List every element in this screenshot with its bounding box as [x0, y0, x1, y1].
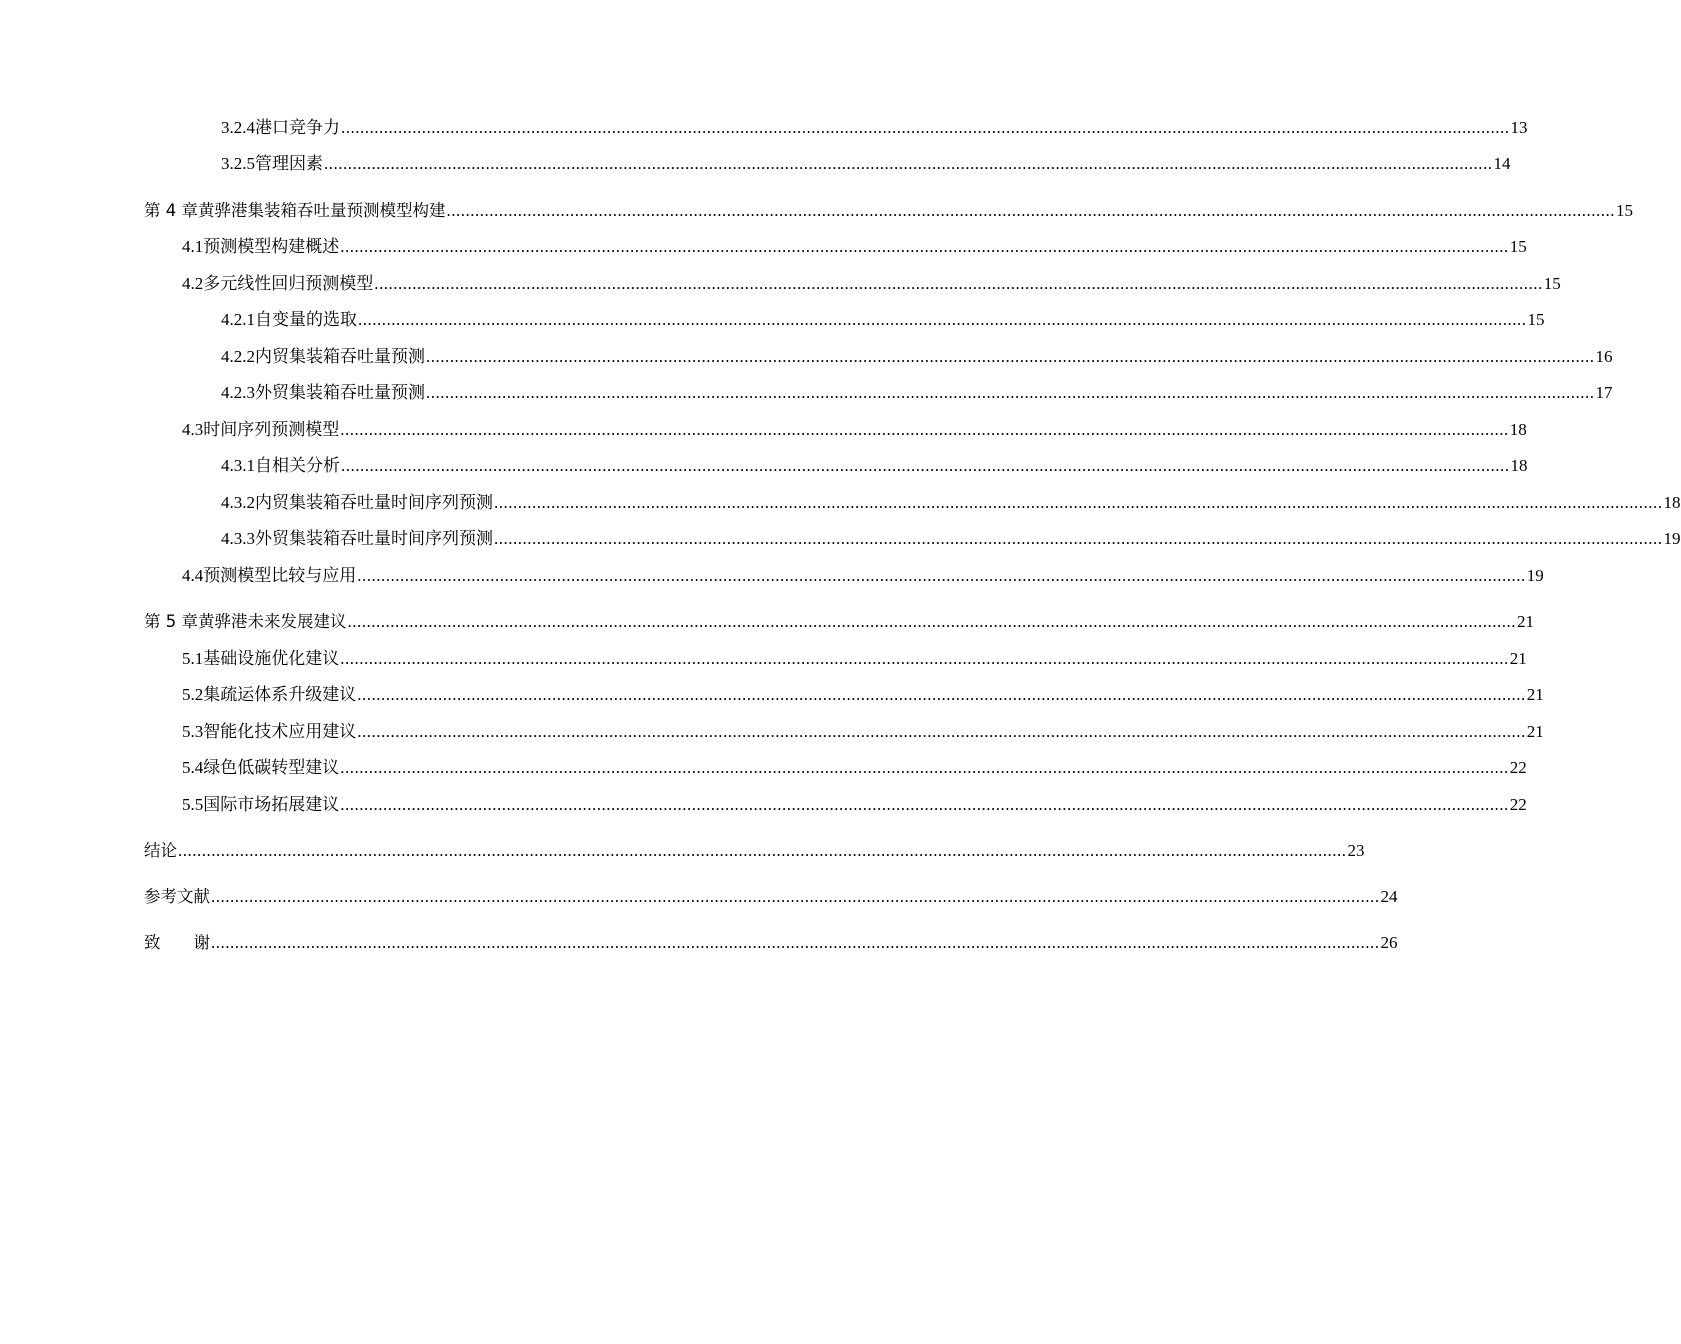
toc-entry-page-number: 24 — [1380, 887, 1398, 906]
toc-entry-number: 4.4 — [182, 566, 204, 585]
toc-dot-leader — [357, 561, 1526, 591]
toc-entry-page-number: 21 — [1509, 649, 1527, 668]
toc-entry-number: 3.2.4 — [221, 118, 255, 137]
toc-entry[interactable] — [0, 928, 1398, 958]
toc-entry-title: 集疏运体系升级建议 — [203, 685, 357, 704]
toc-entry-page-number: 13 — [1510, 118, 1528, 137]
toc-entry-page-number: 19 — [1526, 566, 1544, 585]
toc-entry[interactable] — [0, 232, 1527, 262]
toc-dot-leader — [358, 305, 1527, 335]
toc-entry[interactable] — [0, 753, 1527, 783]
toc-entry-number: 5.1 — [182, 649, 204, 668]
toc-dot-leader — [494, 524, 1663, 554]
toc-entry-title: 绿色低碳转型建议 — [203, 758, 340, 777]
toc-entry[interactable] — [0, 790, 1527, 820]
toc-entry-title: 自相关分析 — [255, 456, 340, 475]
toc-dot-leader — [426, 378, 1595, 408]
toc-entry-number: 4.2 — [182, 274, 204, 293]
toc-entry-title: 智能化技术应用建议 — [203, 722, 357, 741]
toc-entry-number: 4.3.3 — [221, 529, 255, 548]
toc-entry[interactable] — [0, 378, 1613, 408]
toc-entry-page-number: 15 — [1616, 201, 1633, 220]
toc-entry-title: 黄骅港集装箱吞吐量预测模型构建 — [198, 201, 446, 220]
toc-entry-title: 外贸集装箱吞吐量预测 — [255, 383, 425, 402]
toc-entry-title: 国际市场拓展建议 — [203, 795, 340, 814]
toc-entry[interactable] — [0, 451, 1528, 481]
toc-entry-title: 基础设施优化建议 — [203, 649, 340, 668]
toc-dot-leader — [494, 488, 1663, 518]
toc-entry[interactable] — [0, 149, 1511, 179]
toc-entry[interactable] — [0, 882, 1398, 912]
toc-dot-leader — [341, 113, 1510, 143]
toc-entry[interactable] — [0, 561, 1544, 591]
toc-entry-title: 预测模型比较与应用 — [203, 566, 357, 585]
toc-entry-number: 5.5 — [182, 795, 204, 814]
toc-entry[interactable] — [0, 269, 1561, 299]
toc-entry-page-number: 18 — [1510, 456, 1528, 475]
toc-entry[interactable] — [0, 113, 1528, 143]
toc-dot-leader — [340, 644, 1509, 674]
toc-dot-leader — [340, 232, 1509, 262]
toc-entry-title: 内贸集装箱吞吐量预测 — [255, 347, 425, 366]
toc-dot-leader — [447, 196, 1616, 226]
toc-entry[interactable] — [0, 488, 1681, 518]
toc-entry-title: 黄骅港未来发展建议 — [198, 612, 347, 631]
toc-entry-number: 4.3.1 — [221, 456, 255, 475]
toc-entry-page-number: 19 — [1663, 529, 1681, 548]
toc-dot-leader — [340, 753, 1509, 783]
toc-entry[interactable] — [0, 196, 1633, 226]
toc-dot-leader — [340, 415, 1509, 445]
toc-entry-title: 预测模型构建概述 — [203, 237, 340, 256]
toc-entry-page-number: 18 — [1509, 420, 1527, 439]
toc-entry-title: 多元线性回归预测模型 — [203, 274, 374, 293]
toc-dot-leader — [374, 269, 1543, 299]
toc-entry-page-number: 15 — [1543, 274, 1561, 293]
toc-entry-number: 4.1 — [182, 237, 204, 256]
toc-entry-page-number: 17 — [1595, 383, 1613, 402]
toc-entry-number: 4.2.2 — [221, 347, 255, 366]
toc-entry-title: 内贸集装箱吞吐量时间序列预测 — [255, 493, 493, 512]
toc-dot-leader — [324, 149, 1493, 179]
toc-entry-page-number: 22 — [1509, 758, 1527, 777]
toc-dot-leader — [357, 717, 1526, 747]
toc-entry-page-number: 21 — [1526, 685, 1544, 704]
toc-entry-number: 4.2.1 — [221, 310, 255, 329]
toc-entry-page-number: 21 — [1526, 722, 1544, 741]
toc-entry-title: 结论 — [144, 841, 177, 860]
toc-entry-page-number: 21 — [1517, 612, 1534, 631]
toc-entry-title: 港口竞争力 — [255, 118, 340, 137]
toc-entry[interactable] — [0, 717, 1544, 747]
toc-entry-page-number: 26 — [1380, 933, 1398, 952]
toc-entry-number: 4.3 — [182, 420, 204, 439]
toc-entry-title: 致 谢 — [144, 933, 210, 952]
toc-entry-number: 5.2 — [182, 685, 204, 704]
toc-entry[interactable] — [0, 342, 1613, 372]
toc-entry-title: 时间序列预测模型 — [203, 420, 340, 439]
toc-dot-leader — [211, 928, 1380, 958]
toc-entry[interactable] — [0, 415, 1527, 445]
toc-entry-page-number: 16 — [1595, 347, 1613, 366]
toc-dot-leader — [426, 342, 1595, 372]
toc-entry-page-number: 14 — [1493, 154, 1511, 173]
toc-dot-leader — [357, 680, 1526, 710]
toc-dot-leader — [340, 790, 1509, 820]
toc-entry-title: 参考文献 — [144, 887, 210, 906]
toc-entry-page-number: 15 — [1509, 237, 1527, 256]
toc-entry[interactable] — [0, 644, 1527, 674]
toc-dot-leader — [348, 607, 1517, 637]
toc-entry-page-number: 22 — [1509, 795, 1527, 814]
toc-dot-leader — [341, 451, 1510, 481]
toc-entry[interactable] — [0, 305, 1545, 335]
toc-dot-leader — [211, 882, 1380, 912]
toc-entry[interactable] — [0, 607, 1534, 637]
toc-entry-page-number: 15 — [1527, 310, 1545, 329]
toc-entry[interactable] — [0, 680, 1544, 710]
toc-entry-number: 3.2.5 — [221, 154, 255, 173]
toc-entry-page-number: 23 — [1347, 841, 1365, 860]
toc-entry-number: 第 4 章 — [144, 201, 198, 220]
toc-entry[interactable] — [0, 524, 1681, 554]
toc-entry-page-number: 18 — [1663, 493, 1681, 512]
toc-entry-number: 4.2.3 — [221, 383, 255, 402]
toc-entry-number: 4.3.2 — [221, 493, 255, 512]
toc-entry-number: 第 5 章 — [144, 612, 198, 631]
toc-entry-number: 5.4 — [182, 758, 204, 777]
toc-entry[interactable] — [0, 836, 1365, 866]
toc-entry-title: 外贸集装箱吞吐量时间序列预测 — [255, 529, 493, 548]
toc-entry-title: 管理因素 — [255, 154, 323, 173]
toc-entry-number: 5.3 — [182, 722, 204, 741]
toc-entry-title: 自变量的选取 — [255, 310, 357, 329]
toc-dot-leader — [178, 836, 1347, 866]
